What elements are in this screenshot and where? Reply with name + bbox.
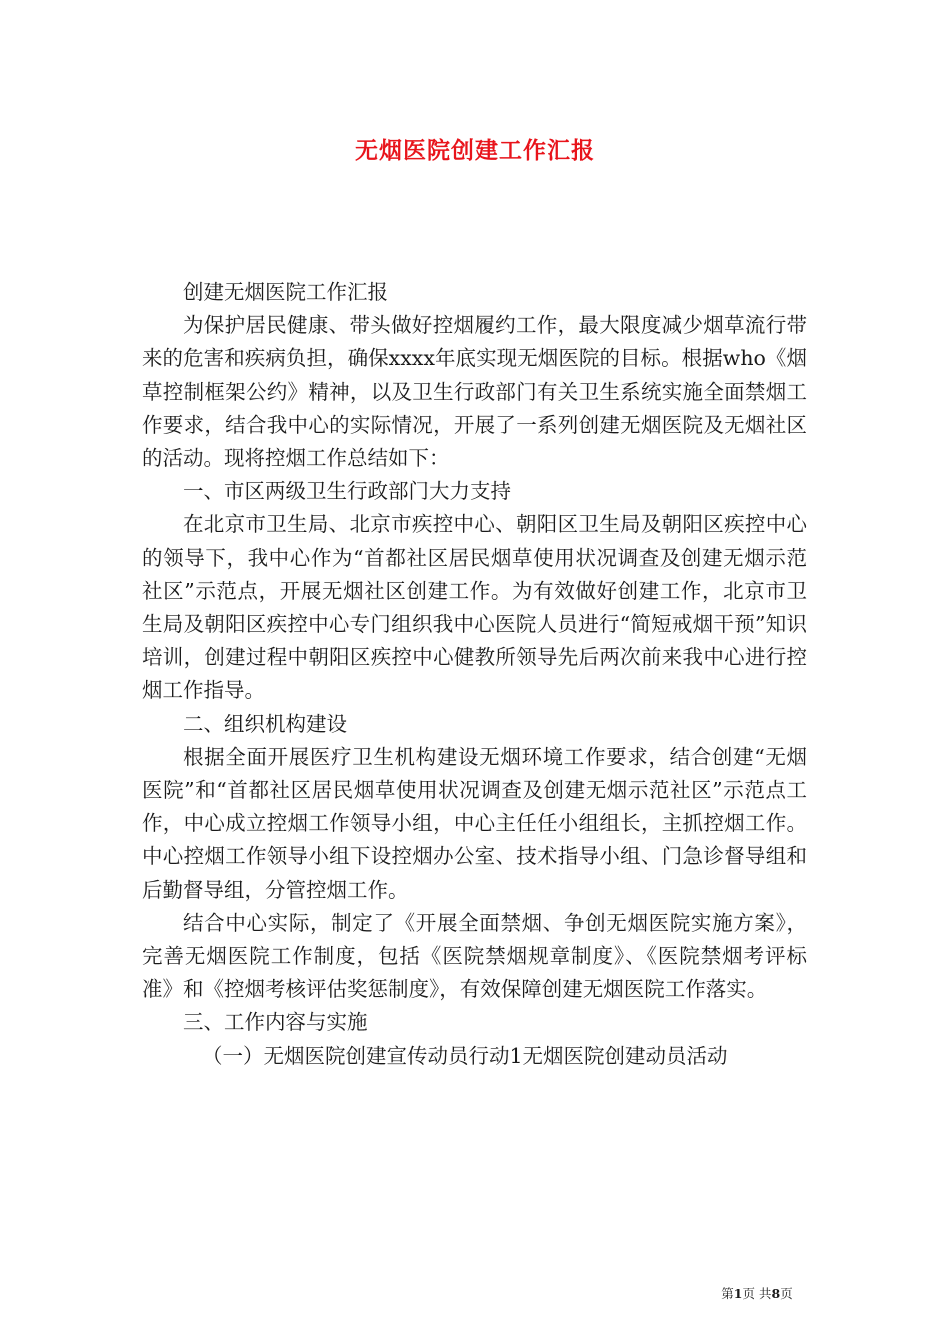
footer-middle: 页 共	[742, 1286, 772, 1301]
paragraph-plan: 结合中心实际，制定了《开展全面禁烟、争创无烟医院实施方案》，完善无烟医院工作制度，包括《医院禁烟规章制度》、《医院禁烟考评标准》和《控烟考核评估奖惩制度》，有效保障创建无烟医院工作落实。	[142, 910, 807, 1002]
paragraph-intro: 为保护居民健康、带头做好控烟履约工作，最大限度减少烟草流行带来的危害和疾病负担，确保xxxx年底实现无烟医院的目标。根据who《烟草控制框架公约》精神，以及卫生行政部门有关卫生系统实施全面禁烟工作要求，结合我中心的实际情况，开展了一系列创建无烟医院及无烟社区的活动。现将控烟工作总结如下：	[142, 313, 807, 471]
section-heading-1: 一、市区两级卫生行政部门大力支持	[183, 479, 511, 504]
footer-total-pages: 8	[771, 1286, 781, 1301]
document-title: 无烟医院创建工作汇报	[355, 137, 595, 164]
subsection-heading-1: （一）无烟医院创建宣传动员行动1无烟医院创建动员活动	[202, 1043, 728, 1068]
footer-prefix: 第	[721, 1286, 734, 1301]
page-number	[721, 1286, 792, 1301]
section-heading-2: 二、组织机构建设	[183, 711, 347, 736]
footer-current-page: 1	[733, 1286, 743, 1301]
footer-suffix: 页	[780, 1286, 793, 1301]
paragraph-subtitle: 创建无烟医院工作汇报	[183, 280, 388, 304]
section-heading-3: 三、工作内容与实施	[183, 1010, 368, 1035]
document-body	[142, 276, 807, 1073]
paragraph-support: 在北京市卫生局、北京市疾控中心、朝阳区卫生局及朝阳区疾控中心的领导下，我中心作为“首都社区居民烟草使用状况调查及创建无烟示范社区”示范点，开展无烟社区创建工作。为有效做好创建工作，北京市卫生局及朝阳区疾控中心专门组织我中心医院人员进行“简短戒烟干预”知识培训，创建过程中朝阳区疾控中心健教所领导先后两次前来我中心进行控烟工作指导。	[142, 512, 807, 703]
paragraph-organization: 根据全面开展医疗卫生机构建设无烟环境工作要求，结合创建“无烟医院”和“首都社区居民烟草使用状况调查及创建无烟示范社区”示范点工作，中心成立控烟工作领导小组，中心主任任小组组长，主抓控烟工作。中心控烟工作领导小组下设控烟办公室、技术指导小组、门急诊督导组和后勤督导组，分管控烟工作。	[142, 744, 807, 902]
page-footer	[0, 1284, 950, 1302]
